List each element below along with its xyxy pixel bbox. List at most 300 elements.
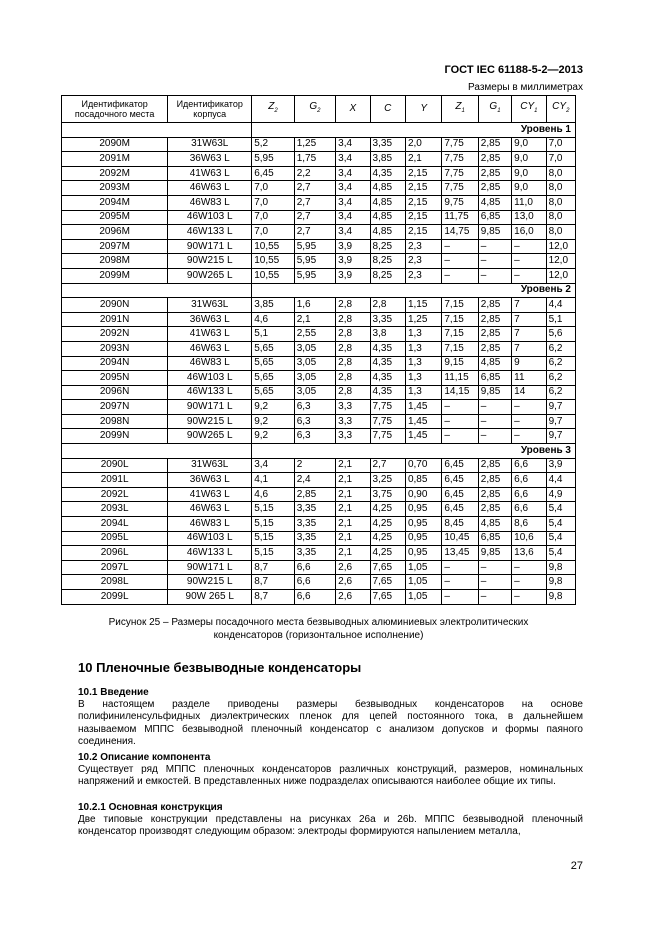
table-row: [62, 195, 576, 210]
table-cell: 2098N: [62, 414, 168, 429]
table-cell: 7,75: [370, 400, 405, 415]
table-cell: 41W63 L: [168, 166, 252, 181]
caption-line-1: Рисунок 25 – Размеры посадочного места безвыводных алюминиевых электролитических: [108, 617, 529, 628]
table-cell: –: [512, 560, 546, 575]
table-cell: 0,90: [405, 487, 441, 502]
column-header: Идентификатор посадочного места: [62, 96, 168, 123]
table-cell: 5,2: [252, 137, 294, 152]
table-row: [62, 137, 576, 152]
table-cell: 1,45: [405, 400, 441, 415]
table-cell: 1,15: [405, 298, 441, 313]
level-label: Уровень 3: [252, 444, 576, 459]
table-cell: 2,7: [294, 210, 335, 225]
table-cell: 2,7: [294, 195, 335, 210]
table-cell: 7: [512, 327, 546, 342]
subsection-title-10-1: 10.1 Введение: [78, 687, 149, 698]
table-cell: 1,3: [405, 371, 441, 386]
table-cell: 9,0: [512, 166, 546, 181]
table-cell: 2,3: [405, 239, 441, 254]
figure-caption: [61, 616, 576, 642]
table-cell: 6,3: [294, 414, 335, 429]
column-symbol: CY: [520, 101, 535, 112]
column-subscript: 1: [461, 108, 465, 114]
table-cell: 5,65: [252, 341, 294, 356]
table-cell: 3,9: [546, 458, 575, 473]
table-cell: 8,25: [370, 254, 405, 269]
footprint-dimensions-table: [61, 95, 576, 605]
table-cell: 5,95: [294, 268, 335, 283]
table-cell: 2,85: [294, 487, 335, 502]
subsection-text-10-1: В настоящем разделе приводены размеры безвыводных конденсаторов на основе полифиниленсульфидных диэлектрических пленок для цепей постоянного тока, в дальнейшем называемом МППС безвыводной пленочный конденсатор с анализом допусков и формы паяного соединения.: [78, 699, 583, 747]
table-cell: 12,0: [546, 239, 575, 254]
table-cell: 46W63 L: [168, 181, 252, 196]
column-header: [546, 96, 575, 123]
table-cell: 12,0: [546, 268, 575, 283]
table-row: [62, 371, 576, 386]
table-cell: 5,95: [294, 254, 335, 269]
section-title: 10 Пленочные безвыводные конденсаторы: [78, 660, 362, 675]
table-cell: 46W83 L: [168, 195, 252, 210]
section-10-2: [78, 752, 583, 789]
units-note: Размеры в миллиметрах: [468, 82, 583, 93]
table-cell: 2095N: [62, 371, 168, 386]
table-cell: 9,75: [442, 195, 478, 210]
table-cell: 2,0: [405, 137, 441, 152]
table-cell: 9,15: [442, 356, 478, 371]
table-cell: –: [442, 590, 478, 605]
table-cell: 11,15: [442, 371, 478, 386]
table-cell: 4,25: [370, 546, 405, 561]
table-cell: 2,1: [405, 152, 441, 167]
table-cell: 0,95: [405, 546, 441, 561]
table-cell: 2097M: [62, 239, 168, 254]
table-cell: 4,85: [370, 181, 405, 196]
table-cell: 7,0: [252, 181, 294, 196]
table-cell: 1,3: [405, 356, 441, 371]
table-cell: –: [478, 400, 511, 415]
table-cell: 0,70: [405, 458, 441, 473]
table-cell: 2093N: [62, 341, 168, 356]
table-cell: 2091N: [62, 312, 168, 327]
table-cell: 0,95: [405, 502, 441, 517]
table-cell: 14,15: [442, 385, 478, 400]
table-cell: 90W215 L: [168, 414, 252, 429]
table-cell: –: [442, 429, 478, 444]
table-cell: 2,8: [336, 341, 370, 356]
table-cell: 4,6: [252, 312, 294, 327]
table-cell: 9,2: [252, 429, 294, 444]
table-cell: 36W63 L: [168, 152, 252, 167]
table-cell: 7,65: [370, 590, 405, 605]
section-10-2-1: [78, 802, 583, 839]
column-header: Идентификатор корпуса: [168, 96, 252, 123]
table-cell: 2,4: [294, 473, 335, 488]
table-cell: 1,75: [294, 152, 335, 167]
table-cell: 7,0: [546, 152, 575, 167]
table-cell: 3,9: [336, 254, 370, 269]
table-cell: 9,85: [478, 385, 511, 400]
table-row: [62, 327, 576, 342]
table-cell: 1,3: [405, 341, 441, 356]
table-cell: 2090L: [62, 458, 168, 473]
table-row: [62, 400, 576, 415]
table-cell: 2,8: [336, 356, 370, 371]
table-cell: 36W63 L: [168, 473, 252, 488]
table-cell: 5,15: [252, 502, 294, 517]
table-cell: 8,0: [546, 195, 575, 210]
table-cell: 2092N: [62, 327, 168, 342]
table-cell: 3,9: [336, 268, 370, 283]
table-cell: 3,4: [336, 166, 370, 181]
table-row: [62, 225, 576, 240]
table-cell: 6,3: [294, 429, 335, 444]
table-cell: 5,4: [546, 517, 575, 532]
table-row: [62, 487, 576, 502]
table-row: [62, 239, 576, 254]
table-cell: 2097L: [62, 560, 168, 575]
table-cell: 46W103 L: [168, 371, 252, 386]
table-cell: 3,3: [336, 400, 370, 415]
table-cell: 3,4: [336, 225, 370, 240]
table-cell: 3,4: [336, 210, 370, 225]
table-cell: 31W63L: [168, 298, 252, 313]
table-cell: –: [442, 560, 478, 575]
table-cell: 10,55: [252, 239, 294, 254]
table-cell: –: [442, 239, 478, 254]
table-cell: 1,45: [405, 414, 441, 429]
table-cell: 2,1: [336, 517, 370, 532]
table-row: [62, 414, 576, 429]
table-row: [62, 181, 576, 196]
table-cell: 4,25: [370, 502, 405, 517]
level-spacer: [62, 283, 252, 298]
table-cell: 7,15: [442, 341, 478, 356]
table-cell: 9,0: [512, 137, 546, 152]
table-cell: 7: [512, 312, 546, 327]
table-cell: 3,35: [294, 517, 335, 532]
subsection-title-10-2-1: 10.2.1 Основная конструкция: [78, 802, 223, 813]
table-cell: 10,55: [252, 268, 294, 283]
level-label: Уровень 2: [252, 283, 576, 298]
table-cell: 3,4: [336, 181, 370, 196]
table-cell: 3,05: [294, 385, 335, 400]
column-header: [405, 96, 441, 123]
table-cell: 2,85: [478, 473, 511, 488]
table-row: [62, 458, 576, 473]
table-cell: 4,85: [478, 517, 511, 532]
table-cell: 6,6: [512, 502, 546, 517]
table-cell: 2,85: [478, 502, 511, 517]
table-cell: 2099L: [62, 590, 168, 605]
table-cell: 7,65: [370, 575, 405, 590]
table-cell: 2,8: [370, 298, 405, 313]
table-cell: 90W265 L: [168, 268, 252, 283]
table-cell: 3,9: [336, 239, 370, 254]
table-cell: 2093L: [62, 502, 168, 517]
table-row: [62, 531, 576, 546]
level-row: [62, 444, 576, 459]
table-cell: 4,9: [546, 487, 575, 502]
table-cell: 6,2: [546, 341, 575, 356]
table-cell: 2,2: [294, 166, 335, 181]
table-header-row: [62, 96, 576, 123]
table-cell: 2,8: [336, 385, 370, 400]
table-cell: –: [512, 590, 546, 605]
table-cell: 2: [294, 458, 335, 473]
table-cell: 3,4: [252, 458, 294, 473]
table-cell: 5,4: [546, 502, 575, 517]
table-cell: 3,4: [336, 137, 370, 152]
table-cell: 4,6: [252, 487, 294, 502]
table-cell: 2096M: [62, 225, 168, 240]
table-cell: 4,85: [370, 225, 405, 240]
table-cell: –: [442, 400, 478, 415]
table-cell: 90W 265 L: [168, 590, 252, 605]
table-cell: 9,0: [512, 152, 546, 167]
table-cell: 9,2: [252, 414, 294, 429]
table-cell: 5,15: [252, 546, 294, 561]
column-header: [442, 96, 478, 123]
table-cell: 7,0: [252, 225, 294, 240]
column-subscript: 1: [497, 108, 501, 114]
table-cell: 9: [512, 356, 546, 371]
table-cell: –: [478, 414, 511, 429]
table-cell: –: [442, 254, 478, 269]
table-cell: 7,75: [442, 137, 478, 152]
table-row: [62, 590, 576, 605]
table-cell: 6,6: [294, 575, 335, 590]
table-cell: 8,6: [512, 517, 546, 532]
table-cell: 5,4: [546, 531, 575, 546]
table-cell: 2,6: [336, 575, 370, 590]
level-row: [62, 283, 576, 298]
level-spacer: [62, 444, 252, 459]
table-cell: 2,15: [405, 181, 441, 196]
table-cell: 7,75: [370, 429, 405, 444]
level-row: [62, 123, 576, 138]
table-cell: 9,85: [478, 546, 511, 561]
table-row: [62, 341, 576, 356]
table-cell: 90W171 L: [168, 239, 252, 254]
table-cell: 2,8: [336, 327, 370, 342]
table-cell: –: [478, 239, 511, 254]
table-cell: 6,2: [546, 371, 575, 386]
table-row: [62, 517, 576, 532]
table-cell: 16,0: [512, 225, 546, 240]
table-cell: 7,75: [442, 181, 478, 196]
table-cell: 8,0: [546, 166, 575, 181]
table-cell: 2,85: [478, 298, 511, 313]
table-cell: 5,1: [546, 312, 575, 327]
table-cell: 4,85: [370, 210, 405, 225]
table-cell: 1,25: [405, 312, 441, 327]
table-cell: 6,2: [546, 356, 575, 371]
table-cell: 3,8: [370, 327, 405, 342]
caption-line-2: конденсаторов (горизонтальное исполнение): [213, 630, 424, 641]
table-cell: 7,75: [370, 414, 405, 429]
table-cell: 2,3: [405, 268, 441, 283]
table-cell: 14: [512, 385, 546, 400]
column-subscript: 2: [317, 108, 321, 114]
table-cell: 5,65: [252, 356, 294, 371]
table-cell: 2,8: [336, 371, 370, 386]
table-cell: 10,6: [512, 531, 546, 546]
table-cell: –: [512, 268, 546, 283]
table-cell: 0,85: [405, 473, 441, 488]
table-cell: 3,4: [336, 152, 370, 167]
column-symbol: Z: [455, 101, 462, 112]
table-row: [62, 210, 576, 225]
section-10-1: [78, 687, 583, 748]
table-cell: 2,8: [336, 298, 370, 313]
table-cell: 0,95: [405, 531, 441, 546]
table-cell: 46W83 L: [168, 356, 252, 371]
table-cell: 7,65: [370, 560, 405, 575]
table-cell: 4,85: [478, 195, 511, 210]
page-number: 27: [570, 860, 583, 872]
table-cell: 6,6: [512, 458, 546, 473]
table-cell: 6,6: [512, 487, 546, 502]
table-cell: 8,0: [546, 225, 575, 240]
column-subscript: 2: [566, 108, 570, 114]
table-cell: 6,45: [252, 166, 294, 181]
table-cell: 2092M: [62, 166, 168, 181]
table-cell: 3,85: [252, 298, 294, 313]
table-cell: 2091L: [62, 473, 168, 488]
table-cell: 10,45: [442, 531, 478, 546]
table-cell: 46W133 L: [168, 225, 252, 240]
table-cell: 7,75: [442, 166, 478, 181]
table-cell: 90W265 L: [168, 429, 252, 444]
table-cell: 9,8: [546, 560, 575, 575]
table-cell: 2,85: [478, 152, 511, 167]
table-cell: –: [512, 239, 546, 254]
table-cell: 1,25: [294, 137, 335, 152]
level-label: Уровень 1: [252, 123, 576, 138]
column-header: [252, 96, 294, 123]
table-cell: 2,85: [478, 137, 511, 152]
table-cell: 3,4: [336, 195, 370, 210]
table-cell: 2,15: [405, 166, 441, 181]
table-cell: 6,45: [442, 487, 478, 502]
table-cell: 4,85: [370, 195, 405, 210]
table-cell: 7,0: [252, 195, 294, 210]
table-cell: 5,65: [252, 385, 294, 400]
table-cell: 4,35: [370, 341, 405, 356]
column-header: [478, 96, 511, 123]
table-cell: 8,25: [370, 239, 405, 254]
table-cell: 7,0: [252, 210, 294, 225]
table-cell: 2,7: [294, 181, 335, 196]
table-cell: 31W63L: [168, 458, 252, 473]
table-cell: 9,85: [478, 225, 511, 240]
table-cell: 2096L: [62, 546, 168, 561]
table-cell: 2099M: [62, 268, 168, 283]
table-row: [62, 560, 576, 575]
table-cell: 2091M: [62, 152, 168, 167]
table-cell: 3,35: [294, 502, 335, 517]
table-cell: 2099N: [62, 429, 168, 444]
table-cell: 6,85: [478, 531, 511, 546]
table-cell: 8,7: [252, 590, 294, 605]
subsection-text-10-2-1: Две типовые конструкции представлены на рисунках 26а и 26b. МППС безвыводной пленочный конденсатор производят следующим образом: электроды формируются напылением металла,: [78, 814, 583, 838]
table-cell: 4,1: [252, 473, 294, 488]
table-cell: 2095L: [62, 531, 168, 546]
table-cell: 9,8: [546, 590, 575, 605]
table-cell: 2,6: [336, 560, 370, 575]
table-cell: 46W83 L: [168, 517, 252, 532]
level-spacer: [62, 123, 252, 138]
table-cell: 2,1: [336, 473, 370, 488]
table-cell: 7,15: [442, 298, 478, 313]
table-cell: 6,45: [442, 473, 478, 488]
table-cell: 4,25: [370, 517, 405, 532]
table-cell: 2,1: [336, 458, 370, 473]
table-cell: 6,85: [478, 371, 511, 386]
table-row: [62, 254, 576, 269]
table-row: [62, 385, 576, 400]
table-row: [62, 356, 576, 371]
table-cell: 2,3: [405, 254, 441, 269]
table-cell: 2,85: [478, 327, 511, 342]
table-row: [62, 268, 576, 283]
table-cell: 2,15: [405, 210, 441, 225]
table-cell: 41W63 L: [168, 327, 252, 342]
table-cell: 1,3: [405, 385, 441, 400]
table-cell: 6,85: [478, 210, 511, 225]
table-row: [62, 502, 576, 517]
table-cell: 1,05: [405, 575, 441, 590]
table-cell: 14,75: [442, 225, 478, 240]
table-cell: 9,7: [546, 400, 575, 415]
table-cell: 11: [512, 371, 546, 386]
table-cell: –: [512, 400, 546, 415]
table-cell: –: [512, 575, 546, 590]
table-cell: 6,45: [442, 502, 478, 517]
table-cell: 4,35: [370, 371, 405, 386]
table-cell: 5,6: [546, 327, 575, 342]
subsection-title-10-2: 10.2 Описание компонента: [78, 752, 211, 763]
table-cell: 2,1: [336, 546, 370, 561]
table-cell: 2093M: [62, 181, 168, 196]
table-cell: –: [478, 268, 511, 283]
table-cell: 4,85: [478, 356, 511, 371]
table-cell: 8,45: [442, 517, 478, 532]
table-cell: 12,0: [546, 254, 575, 269]
table-cell: 4,35: [370, 385, 405, 400]
column-symbol: X: [349, 103, 357, 114]
table-cell: 5,1: [252, 327, 294, 342]
table-cell: 2,85: [478, 181, 511, 196]
table-cell: 2,7: [370, 458, 405, 473]
table-cell: 36W63 L: [168, 312, 252, 327]
column-symbol: Z: [268, 101, 275, 112]
table-cell: 2094N: [62, 356, 168, 371]
table-cell: 3,25: [370, 473, 405, 488]
table-cell: 8,7: [252, 560, 294, 575]
table-cell: 2,7: [294, 225, 335, 240]
table-cell: 3,05: [294, 356, 335, 371]
table-cell: 3,05: [294, 371, 335, 386]
table-cell: 7,15: [442, 312, 478, 327]
table-cell: 9,7: [546, 429, 575, 444]
table-cell: 10,55: [252, 254, 294, 269]
column-symbol: G: [309, 101, 318, 112]
table-cell: 1,6: [294, 298, 335, 313]
column-symbol: Y: [420, 103, 427, 114]
column-header: [512, 96, 546, 123]
subsection-text-10-2: Существует ряд МППС пленочных конденсаторов различных конструкций, размеров, номинальных напряжений и емкостей. В представленных ниже подразделах описываются наиболее общие их типы.: [78, 764, 583, 788]
